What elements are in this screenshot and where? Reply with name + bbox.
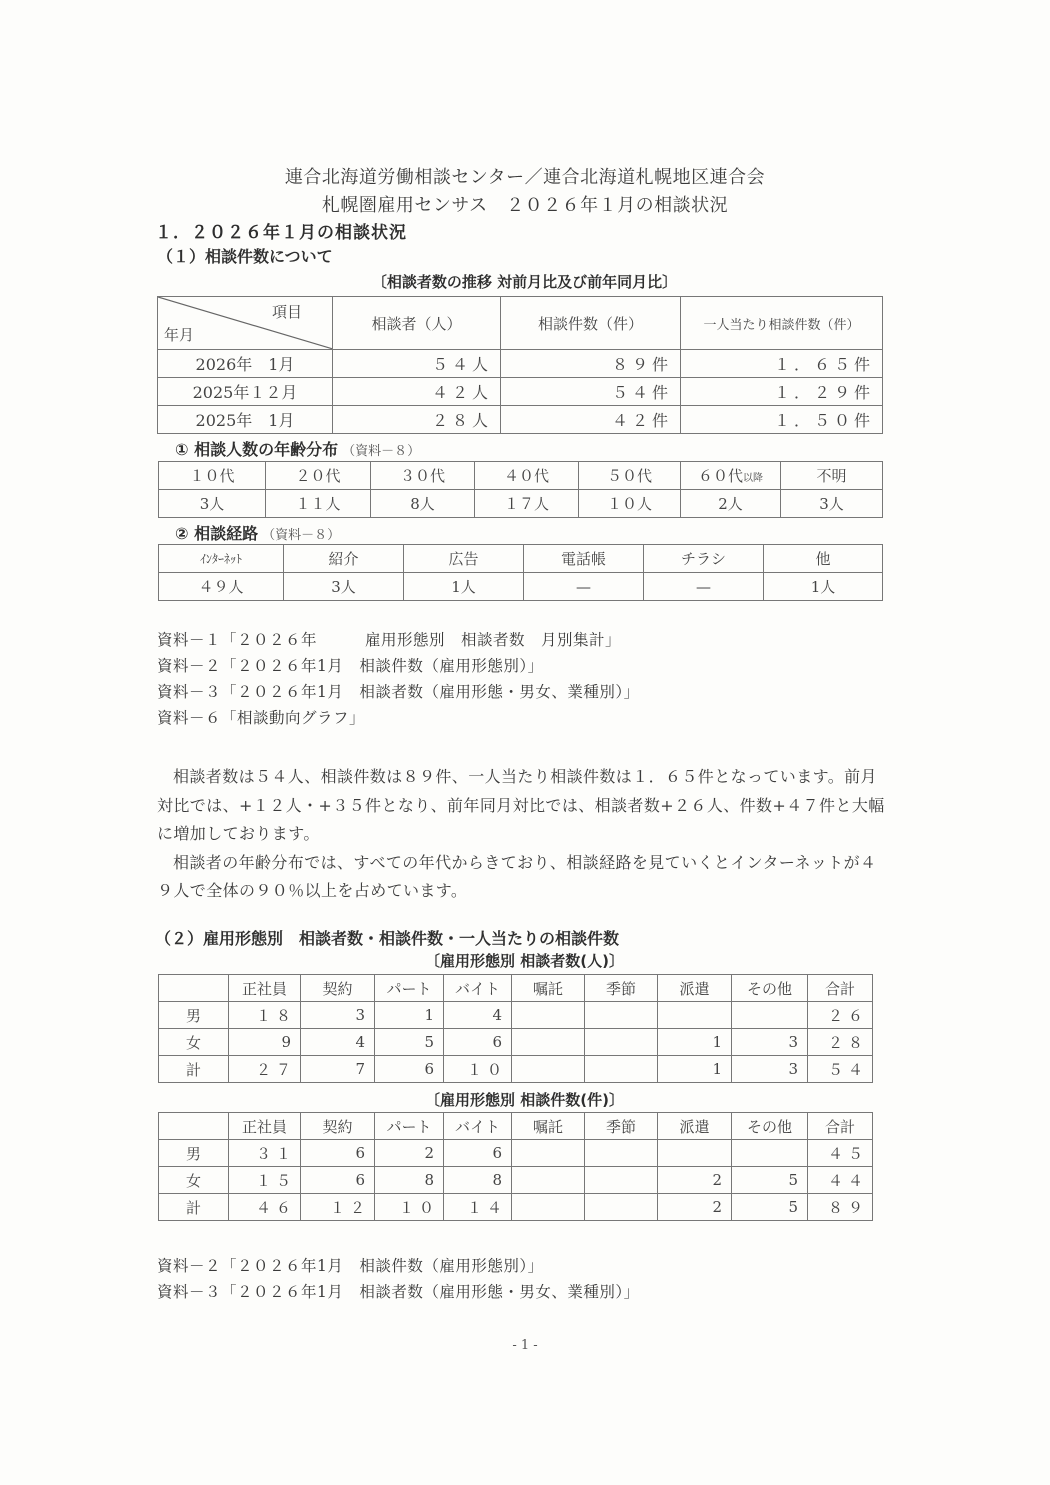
cell: 4 <box>301 1029 375 1056</box>
column-header: 契約 <box>301 1113 375 1140</box>
route-value: ４９人 <box>159 573 284 601</box>
period-cell: 2025年１２月 <box>158 378 333 406</box>
column-header: 一人当たり相談件数（件） <box>681 297 883 350</box>
age-header-60s <box>681 462 781 490</box>
route-value: — <box>524 573 644 601</box>
cell: 9 <box>229 1029 301 1056</box>
summary-paragraph: 相談者数は５４人、相談件数は８９件、一人当たり相談件数は１．６５件となっています。前月対比では、+１２人・+３５件となり、前年同月対比では、相談者数+２６人、件数+４７件と大幅に増加しております。 <box>157 767 885 843</box>
cell <box>585 1140 658 1167</box>
summary-paragraph: 相談者の年齢分布では、すべての年代からきており、相談経路を見ていくとインターネットが４９人で全体の９０％以上を占めています。 <box>157 852 877 900</box>
route-value: 1人 <box>764 573 883 601</box>
cell <box>585 1167 658 1194</box>
route-table <box>158 544 883 601</box>
cell <box>512 1029 585 1056</box>
reference-line: 資料－１「２０２６年 雇用形態別 相談者数 月別集計」 <box>157 631 622 649</box>
corner-cell <box>158 297 333 350</box>
age-heading-text: ① 相談人数の年齢分布 <box>175 440 339 459</box>
cell: 3 <box>732 1056 808 1083</box>
table-row <box>159 1167 873 1194</box>
cell: ２６ <box>808 1002 873 1029</box>
age-header-row <box>159 462 883 490</box>
cell: １２ <box>301 1194 375 1221</box>
table-row <box>158 406 883 434</box>
column-header: 派遣 <box>658 975 732 1002</box>
age-header: ３０代 <box>371 462 475 490</box>
column-header <box>159 975 229 1002</box>
age-heading-ref: （資料－８） <box>342 444 421 459</box>
cell: 8 <box>375 1167 444 1194</box>
route-header: チラシ <box>644 545 764 573</box>
per-person-cell: １．６５件 <box>681 350 883 378</box>
per-person-cell: １．５０件 <box>681 406 883 434</box>
cases-cell: ４２件 <box>501 406 681 434</box>
trend-table-header-row <box>158 297 883 350</box>
cell: 1 <box>375 1002 444 1029</box>
cell: １８ <box>229 1002 301 1029</box>
cell <box>585 1029 658 1056</box>
row-label: 男 <box>159 1140 229 1167</box>
age-value: 3人 <box>159 490 266 518</box>
trend-table <box>157 296 883 434</box>
age-header: １０代 <box>159 462 266 490</box>
cell: ３１ <box>229 1140 301 1167</box>
age-value: １７人 <box>475 490 579 518</box>
reference-line: 資料－２「２０２６年1月 相談件数（雇用形態別）」 <box>157 1257 544 1275</box>
reference-line: 資料－６「相談動向グラフ」 <box>157 709 366 727</box>
route-header: 紹介 <box>284 545 404 573</box>
route-header-row <box>159 545 883 573</box>
column-header: バイト <box>444 975 512 1002</box>
table-row <box>159 1029 873 1056</box>
reference-line: 資料－３「２０２６年1月 相談者数（雇用形態・男女、業種別）」 <box>157 683 640 701</box>
subsection2-heading: （２）雇用形態別 相談者数・相談件数・一人当たりの相談件数 <box>155 929 620 948</box>
column-header: 相談件数（件） <box>501 297 681 350</box>
row-label: 計 <box>159 1194 229 1221</box>
employment-cases-table <box>158 1112 873 1221</box>
cell: 6 <box>301 1140 375 1167</box>
route-value: — <box>644 573 764 601</box>
period-cell: 2026年 1月 <box>158 350 333 378</box>
cell: １４ <box>444 1194 512 1221</box>
subsection1-heading: （１）相談件数について <box>157 247 333 266</box>
trend-table-caption: 〔相談者数の推移 対前月比及び前年同月比〕 <box>371 273 678 291</box>
cases-cell: ５４件 <box>501 378 681 406</box>
column-header <box>159 1113 229 1140</box>
cell <box>658 1140 732 1167</box>
column-header: 派遣 <box>658 1113 732 1140</box>
document-title-line1: 連合北海道労働相談センター／連合北海道札幌地区連合会 <box>284 167 766 188</box>
route-header: 電話帳 <box>524 545 644 573</box>
route-header: ｲﾝﾀｰﾈｯﾄ <box>159 545 284 573</box>
cell <box>585 1002 658 1029</box>
persons-header-row <box>159 975 873 1002</box>
table-row <box>158 378 883 406</box>
cell: １０ <box>444 1056 512 1083</box>
column-header: その他 <box>732 975 808 1002</box>
cell: 7 <box>301 1056 375 1083</box>
reference-line: 資料－３「２０２６年1月 相談者数（雇用形態・男女、業種別）」 <box>157 1283 640 1301</box>
persons-cell: ５４人 <box>333 350 501 378</box>
age-header: ２０代 <box>266 462 371 490</box>
age-value: 2人 <box>681 490 781 518</box>
page-number: - 1 - <box>512 1338 538 1353</box>
table-row <box>159 1002 873 1029</box>
route-value: 1人 <box>404 573 524 601</box>
age-value: 8人 <box>371 490 475 518</box>
cell: 6 <box>444 1140 512 1167</box>
cell: 5 <box>375 1029 444 1056</box>
age-header-60s-suffix: 以降 <box>743 473 763 484</box>
row-label: 女 <box>159 1167 229 1194</box>
cell <box>732 1002 808 1029</box>
age-header: ５０代 <box>579 462 681 490</box>
cell: 2 <box>375 1140 444 1167</box>
column-header: バイト <box>444 1113 512 1140</box>
column-header: その他 <box>732 1113 808 1140</box>
cell <box>512 1002 585 1029</box>
cell: 6 <box>301 1167 375 1194</box>
cell: 2 <box>658 1167 732 1194</box>
age-distribution-table <box>158 461 883 518</box>
cell: 5 <box>732 1167 808 1194</box>
route-value: 3人 <box>284 573 404 601</box>
period-cell: 2025年 1月 <box>158 406 333 434</box>
age-value: 3人 <box>781 490 883 518</box>
column-header: 正社員 <box>229 975 301 1002</box>
age-value-row <box>159 490 883 518</box>
column-header: パート <box>375 975 444 1002</box>
cell <box>512 1194 585 1221</box>
cases-table-caption: 〔雇用形態別 相談件数(件)〕 <box>425 1091 624 1109</box>
cell: 4 <box>444 1002 512 1029</box>
age-value: １０人 <box>579 490 681 518</box>
reference-line: 資料－２「２０２６年1月 相談件数（雇用形態別）」 <box>157 657 544 675</box>
cell: 3 <box>732 1029 808 1056</box>
column-header: 契約 <box>301 975 375 1002</box>
table-row <box>159 1194 873 1221</box>
cases-header-row <box>159 1113 873 1140</box>
cell <box>512 1140 585 1167</box>
corner-top-label: 項目 <box>271 303 302 321</box>
route-heading-ref: （資料－８） <box>262 528 341 543</box>
route-heading <box>175 521 340 544</box>
cell: １０ <box>375 1194 444 1221</box>
row-label: 女 <box>159 1029 229 1056</box>
cell: １５ <box>229 1167 301 1194</box>
cell: 2 <box>658 1194 732 1221</box>
age-distribution-heading <box>175 437 420 460</box>
per-person-cell: １．２９件 <box>681 378 883 406</box>
cell: 6 <box>375 1056 444 1083</box>
route-value-row <box>159 573 883 601</box>
age-header-60s-label: ６０代 <box>697 467 743 485</box>
document-title-line2: 札幌圏雇用センサス ２０２６年１月の相談状況 <box>321 195 729 216</box>
column-header: 合計 <box>808 975 873 1002</box>
age-header: ４０代 <box>475 462 579 490</box>
section1-heading: １．２０２６年１月の相談状況 <box>155 223 407 243</box>
cell <box>658 1002 732 1029</box>
cell: ２７ <box>229 1056 301 1083</box>
table-row <box>159 1140 873 1167</box>
cell: ４４ <box>808 1167 873 1194</box>
cell: 3 <box>301 1002 375 1029</box>
cell: ５４ <box>808 1056 873 1083</box>
cell: 1 <box>658 1029 732 1056</box>
cell <box>512 1167 585 1194</box>
age-header: 不明 <box>781 462 883 490</box>
cell: 6 <box>444 1029 512 1056</box>
corner-bottom-label: 年月 <box>164 326 195 344</box>
route-header: 広告 <box>404 545 524 573</box>
cell <box>732 1140 808 1167</box>
row-label: 計 <box>159 1056 229 1083</box>
cell: 8 <box>444 1167 512 1194</box>
cell <box>585 1194 658 1221</box>
column-header: 季節 <box>585 975 658 1002</box>
persons-table-caption: 〔雇用形態別 相談者数(人)〕 <box>425 952 624 970</box>
summary-text <box>157 763 892 906</box>
cell: ４５ <box>808 1140 873 1167</box>
column-header: 合計 <box>808 1113 873 1140</box>
column-header: 相談者（人） <box>333 297 501 350</box>
cell <box>512 1056 585 1083</box>
cell: 5 <box>732 1194 808 1221</box>
column-header: パート <box>375 1113 444 1140</box>
cell: ８９ <box>808 1194 873 1221</box>
cell: 1 <box>658 1056 732 1083</box>
employment-persons-table <box>158 974 873 1083</box>
route-heading-text: ② 相談経路 <box>175 524 259 543</box>
column-header: 正社員 <box>229 1113 301 1140</box>
persons-cell: ２８人 <box>333 406 501 434</box>
table-row <box>158 350 883 378</box>
cases-cell: ８９件 <box>501 350 681 378</box>
column-header: 嘱託 <box>512 1113 585 1140</box>
row-label: 男 <box>159 1002 229 1029</box>
column-header: 季節 <box>585 1113 658 1140</box>
cell: ４６ <box>229 1194 301 1221</box>
age-value: １１人 <box>266 490 371 518</box>
table-row <box>159 1056 873 1083</box>
cell <box>585 1056 658 1083</box>
persons-cell: ４２人 <box>333 378 501 406</box>
column-header: 嘱託 <box>512 975 585 1002</box>
route-header: 他 <box>764 545 883 573</box>
cell: ２８ <box>808 1029 873 1056</box>
